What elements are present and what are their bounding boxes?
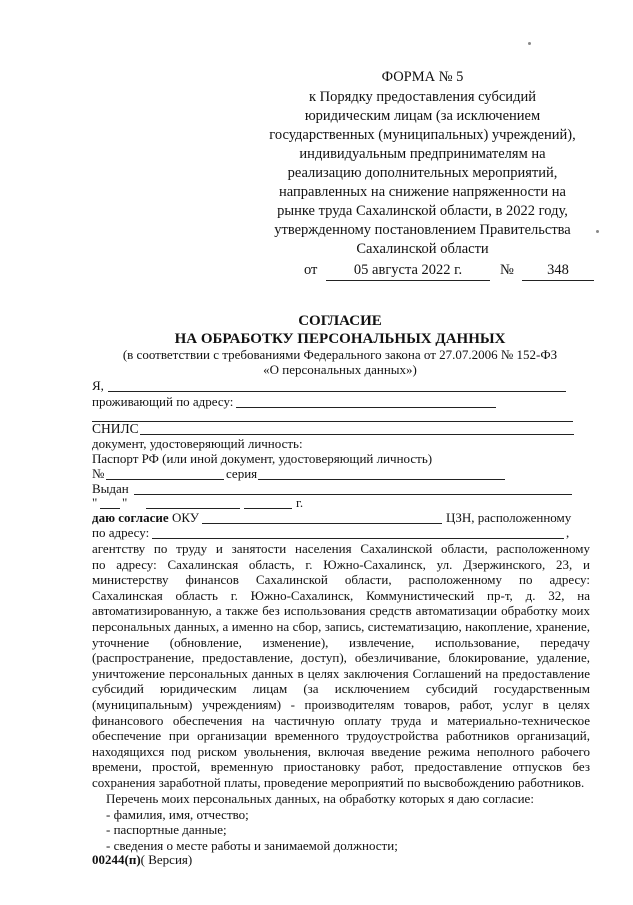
oku-label: ОКУ <box>172 510 200 525</box>
body-line: Сахалинская область г. Южно-Сахалинск, Коммунистический пр-т, д. 32, на <box>92 587 590 603</box>
form-number: ФОРМА № 5 <box>381 69 464 85</box>
oku-field[interactable] <box>202 523 442 524</box>
number-label: № <box>500 262 514 278</box>
address-field-line2[interactable] <box>92 421 573 422</box>
approval-date: 05 августа 2022 г. <box>326 261 490 281</box>
body-line: министерству финансов Сахалинской области, расположенному по адресу: <box>92 572 590 588</box>
snils-field[interactable] <box>140 434 574 435</box>
address-field[interactable] <box>236 407 496 408</box>
doc-number-label: № <box>92 466 105 481</box>
header-line: Сахалинской области <box>356 241 489 257</box>
body-line: находящихся под риском увольнения, включая введение режима неполного рабочего <box>92 743 590 759</box>
body-line: обеспечение при организации временного трудоустройства работников организаций, <box>92 728 590 744</box>
czn-address-field[interactable] <box>152 538 564 539</box>
body-line: времени, простой, временную приостановку работ, предоставление отпусков без <box>92 759 590 775</box>
list-intro: Перечень моих персональных данных, на обработку которых я даю согласие: <box>106 791 534 806</box>
list-item: - сведения о месте работы и занимаемой должности; <box>106 838 398 853</box>
footer-code-bold: 00244(п) <box>92 852 141 867</box>
list-item: - фамилия, имя, отчество; <box>106 807 249 822</box>
title-personal-data: НА ОБРАБОТКУ ПЕРСОНАЛЬНЫХ ДАННЫХ <box>174 331 506 347</box>
footer-code <box>92 852 192 868</box>
body-line: (распространение, предоставление, доступ), обезличивание, блокирование, удаление, <box>92 650 590 666</box>
snils-label: СНИЛС <box>92 421 139 436</box>
title-subtitle: «О персональных данных») <box>263 362 417 377</box>
body-line: финансового обеспечения на частичную оплату труда и материально-техническое <box>92 712 590 728</box>
header-line: государственных (муниципальных) учреждений), <box>269 127 576 143</box>
issue-day-field[interactable] <box>100 508 120 509</box>
title-consent: СОГЛАСИЕ <box>298 313 382 329</box>
doc-number-field[interactable] <box>106 479 224 480</box>
series-label: серия <box>226 466 258 481</box>
header-line: направленных на снижение напряженности на <box>279 184 566 200</box>
date-quote-open: " <box>92 495 98 510</box>
header-line: к Порядку предоставления субсидий <box>309 89 536 105</box>
body-line: автоматизированную, а также без использования средств автоматизации обработку моих <box>92 603 590 619</box>
address2-comma: , <box>566 525 570 540</box>
id-document-label: документ, удостоверяющий личность: <box>92 436 303 451</box>
issued-field[interactable] <box>134 494 572 495</box>
czn-label: ЦЗН, расположенному <box>446 510 572 525</box>
passport-label: Паспорт РФ (или иной документ, удостоверяющий личность) <box>92 451 433 466</box>
ya-label: Я, <box>92 378 104 393</box>
year-suffix: г. <box>296 495 304 510</box>
issued-label: Выдан <box>92 481 129 496</box>
header-line: юридическим лицам (за исключением <box>304 108 541 124</box>
series-field[interactable] <box>258 479 505 480</box>
body-line: уточнение (обновление, изменение), извлечение, использование, передачу <box>92 634 590 650</box>
title-subtitle: (в соответствии с требованиями Федерального закона от 27.07.2006 № 152-ФЗ <box>122 347 558 362</box>
address-label: проживающий по адресу: <box>92 394 234 409</box>
full-name-field[interactable] <box>108 391 566 392</box>
body-line: персональных данных, а именно на сбор, запись, систематизацию, накопление, хранение, <box>92 619 590 634</box>
scan-speck <box>528 42 531 45</box>
header-line: реализацию дополнительных мероприятий, <box>287 165 558 181</box>
issue-year-field[interactable] <box>244 508 292 509</box>
issue-month-field[interactable] <box>146 508 240 509</box>
list-item: - паспортные данные; <box>106 822 227 837</box>
body-line: по адресу: Сахалинская область, г. Южно-Сахалинск, ул. Дзержинского, 23, и <box>92 556 590 572</box>
header-line: рынке труда Сахалинской области, в 2022 году, <box>277 203 568 219</box>
scan-speck <box>596 230 599 233</box>
body-line: уничтожение персональных данных в целях заключения Соглашений на предоставление <box>92 665 590 681</box>
approval-number: 348 <box>522 261 594 281</box>
footer-version: ( Версия) <box>140 852 193 867</box>
consent-bold-label: даю согласие <box>92 510 169 525</box>
body-line: агентству по труду и занятости населения Сахалинской области, расположенному <box>92 541 590 556</box>
ot-label: от <box>304 262 318 278</box>
body-line-last: сохранения заработной платы, проведение мероприятий по высвобождению работников. <box>92 775 585 790</box>
header-line: индивидуальным предпринимателям на <box>299 146 546 162</box>
address2-label: по адресу: <box>92 525 150 540</box>
body-line: (муниципальным) учреждениям) - производителям товаров, работ, услуг в целях <box>92 697 590 712</box>
date-quote-close: " <box>122 495 128 510</box>
body-line: субсидий юридическим лицам (за исключением субсидий государственным <box>92 681 590 697</box>
header-line: утвержденному постановлением Правительства <box>274 222 571 238</box>
